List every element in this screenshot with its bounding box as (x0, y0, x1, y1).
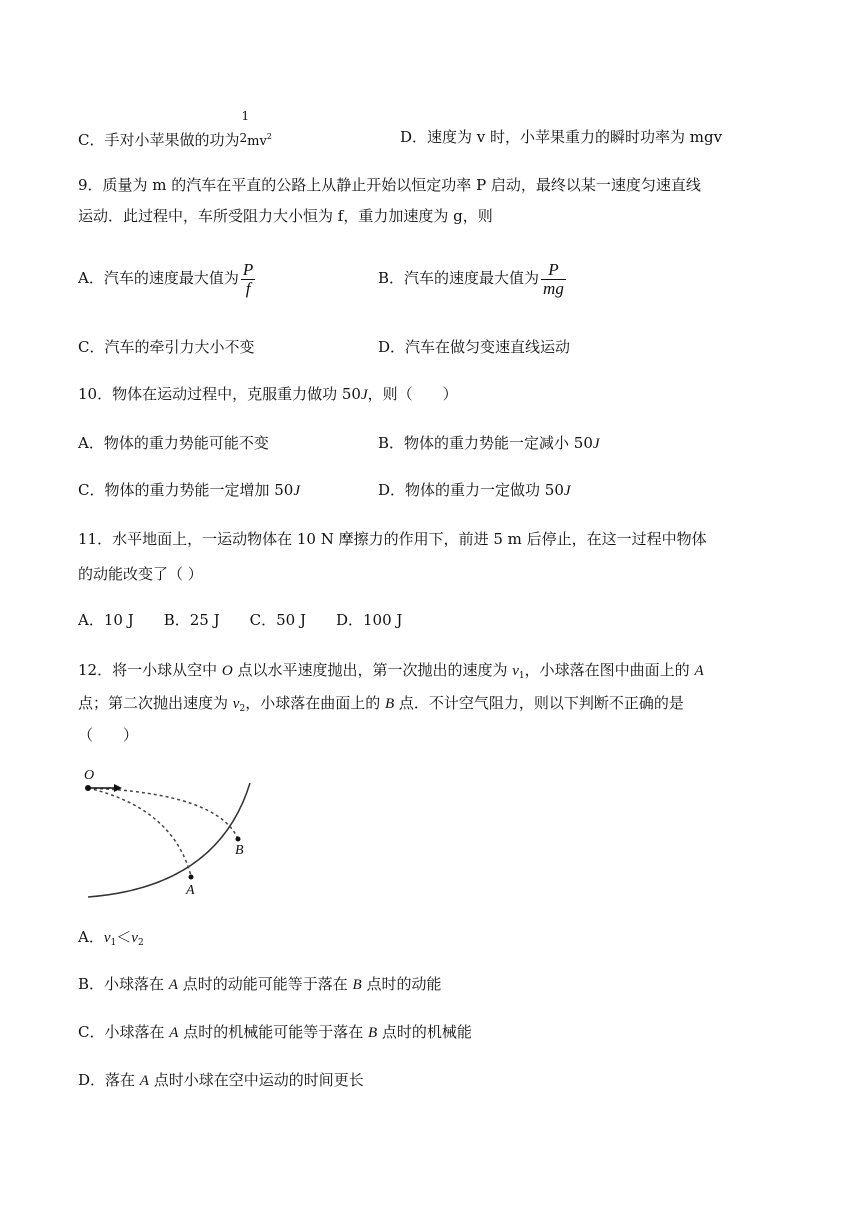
q11-stem-line1: 11．水平地面上，一运动物体在 10 N 摩擦力的作用下，前进 5 m 后停止，在这一过程中物体 (78, 530, 707, 548)
q12-stem-line1 (78, 660, 704, 686)
q12-option-c-mid: 点时的机械能可能等于落在 (178, 1023, 368, 1041)
q10-stem (78, 384, 458, 405)
curved-surface (88, 783, 250, 897)
q10-option-b-unit: J (592, 436, 600, 452)
q8-option-d-text: 速度为 v 时，小苹果重力的瞬时功率为 mgv (427, 128, 723, 146)
q12-option-d-pre: D．落在 (78, 1071, 140, 1089)
q10-stem-post: ，则（ ） (367, 385, 458, 403)
q12-stem-line3: （ ） (78, 726, 139, 744)
point-b-dot (236, 837, 241, 842)
q12-option-a (78, 927, 144, 953)
q10-stem-pre: 10．物体在运动过程中，克服重力做功 50 (78, 385, 361, 403)
q9-option-c (78, 337, 255, 357)
q9-option-d-text: 汽车在做匀变速直线运动 (405, 338, 571, 356)
q12-l1-c: ，小球落在图中曲面上的 (524, 661, 695, 679)
q9-stem-line1: 9．质量为 m 的汽车在平直的公路上从静止开始以恒定功率 P 启动，最终以某一速度匀速直线 (78, 176, 701, 194)
q12-option-c-post: 点时的机械能 (377, 1023, 472, 1041)
q9-option-b-num: P (541, 261, 566, 280)
q12-option-b (78, 974, 441, 995)
q8-option-d-letter: D． (400, 128, 428, 146)
q10-option-a (78, 433, 269, 453)
q12-l1-a: 12．将一小球从空中 (78, 661, 222, 679)
q9-option-a-text: 汽车的速度最大值为 (103, 269, 239, 287)
q12-v2-sub: 2 (239, 704, 246, 714)
q10-option-b (378, 433, 600, 454)
q12-option-d-post: 点时小球在空中运动的时间更长 (148, 1071, 364, 1089)
q9-option-d-letter: D． (378, 338, 406, 356)
point-a-dot (189, 875, 194, 880)
q9-option-c-letter: C． (78, 338, 105, 356)
q11-options (78, 610, 402, 630)
q11-stem-line2: 的动能改变了（ ） (78, 565, 203, 583)
q11-option-a: A．10 J (78, 611, 134, 629)
q9-option-a-letter: A． (78, 269, 104, 287)
q8-option-c-frac-num: 1 (241, 109, 250, 123)
q11-option-b: B．25 J (163, 611, 220, 629)
q10-option-a-text: 物体的重力势能可能不变 (103, 434, 269, 452)
q12-option-a-sub1: 1 (110, 938, 117, 948)
q10-option-d (378, 480, 571, 501)
q12-option-d-p1: A (139, 1073, 149, 1089)
q8-option-c-frac-den: 2 (239, 131, 248, 145)
q12-option-c-p2: B (367, 1025, 378, 1041)
q9-option-c-text: 汽车的牵引力大小不变 (104, 338, 255, 356)
q12-l2-c: 点．不计空气阻力，则以下判断不正确的是 (394, 694, 684, 712)
q12-v1: v (512, 663, 519, 679)
q12-v1-sub: 1 (518, 671, 525, 681)
q12-option-c-p1: A (169, 1025, 179, 1041)
q12-option-c-pre: C．小球落在 (78, 1023, 170, 1041)
q9-option-b-text: 汽车的速度最大值为 (404, 269, 540, 287)
q9-option-a-den: f (245, 278, 251, 298)
q9-option-a-num: P (242, 259, 254, 279)
q11-option-c: C．50 J (249, 611, 306, 629)
trajectory-a (88, 788, 191, 876)
q10-option-c-text: 物体的重力势能一定增加 50 (104, 481, 294, 499)
q8-option-c (78, 109, 272, 152)
q8-option-c-text: 手对小苹果做的功为 (104, 131, 240, 149)
q12-l2-a: 点；第二次抛出速度为 (78, 694, 233, 712)
q12-option-d (78, 1070, 364, 1091)
q8-option-d (400, 127, 722, 147)
q12-option-a-letter: A． (78, 928, 104, 946)
q9-option-b-letter: B． (378, 269, 405, 287)
q10-option-d-unit: J (563, 483, 571, 499)
q12-option-c (78, 1022, 472, 1043)
q12-figure (78, 763, 278, 903)
q10-option-c-letter: C． (78, 481, 105, 499)
label-o: O (84, 768, 95, 783)
q9-option-b-den: mg (543, 278, 564, 298)
q12-option-a-v2: v (131, 930, 138, 946)
q10-option-c-unit: J (293, 483, 301, 499)
q12-option-a-v1: v (103, 930, 111, 946)
trajectory-b (88, 788, 238, 839)
q9-option-a-fraction (241, 261, 255, 298)
q9-option-b-fraction (541, 261, 566, 298)
q12-point-o: O (221, 663, 233, 679)
q9-option-b (378, 258, 566, 298)
q10-option-b-letter: B． (378, 434, 405, 452)
q10-option-a-letter: A． (78, 434, 104, 452)
q10-stem-unit: J (360, 387, 368, 403)
q8-option-c-letter: C． (78, 131, 105, 149)
q12-option-b-p1: A (168, 977, 178, 993)
q12-option-b-pre: B．小球落在 (78, 975, 169, 993)
q12-option-b-p2: B (352, 977, 362, 993)
q11-option-d: D．100 J (335, 611, 403, 629)
q10-option-d-text: 物体的重力一定做功 50 (405, 481, 564, 499)
q9-option-d (378, 337, 570, 357)
q12-option-b-mid: 点时的动能可能等于落在 (177, 975, 353, 993)
q12-point-b: B (384, 696, 395, 712)
point-o-dot (85, 785, 91, 791)
q8-option-c-expr: mv (247, 134, 267, 149)
q10-option-d-letter: D． (378, 481, 406, 499)
q12-l1-b: 点以水平速度抛出，第一次抛出的速度为 (232, 661, 513, 679)
q9-option-a (78, 258, 255, 298)
q9-stem-line2: 运动．此过程中，车所受阻力大小恒为 f，重力加速度为 g，则 (78, 207, 493, 225)
q12-l2-b: ，小球落在曲面上的 (245, 694, 385, 712)
q12-v2: v (232, 696, 240, 712)
q12-stem-line2 (78, 693, 684, 719)
q10-option-c (78, 480, 300, 501)
q12-option-a-rel: ＜ (116, 928, 132, 946)
q12-option-a-sub2: 2 (137, 938, 144, 948)
q10-option-b-text: 物体的重力势能一定减小 50 (404, 434, 593, 452)
q12-point-a: A (694, 663, 704, 679)
q8-option-c-exp: 2 (266, 132, 272, 141)
q12-option-b-post: 点时的动能 (361, 975, 442, 993)
label-a: A (186, 883, 195, 898)
label-b: B (235, 843, 244, 858)
